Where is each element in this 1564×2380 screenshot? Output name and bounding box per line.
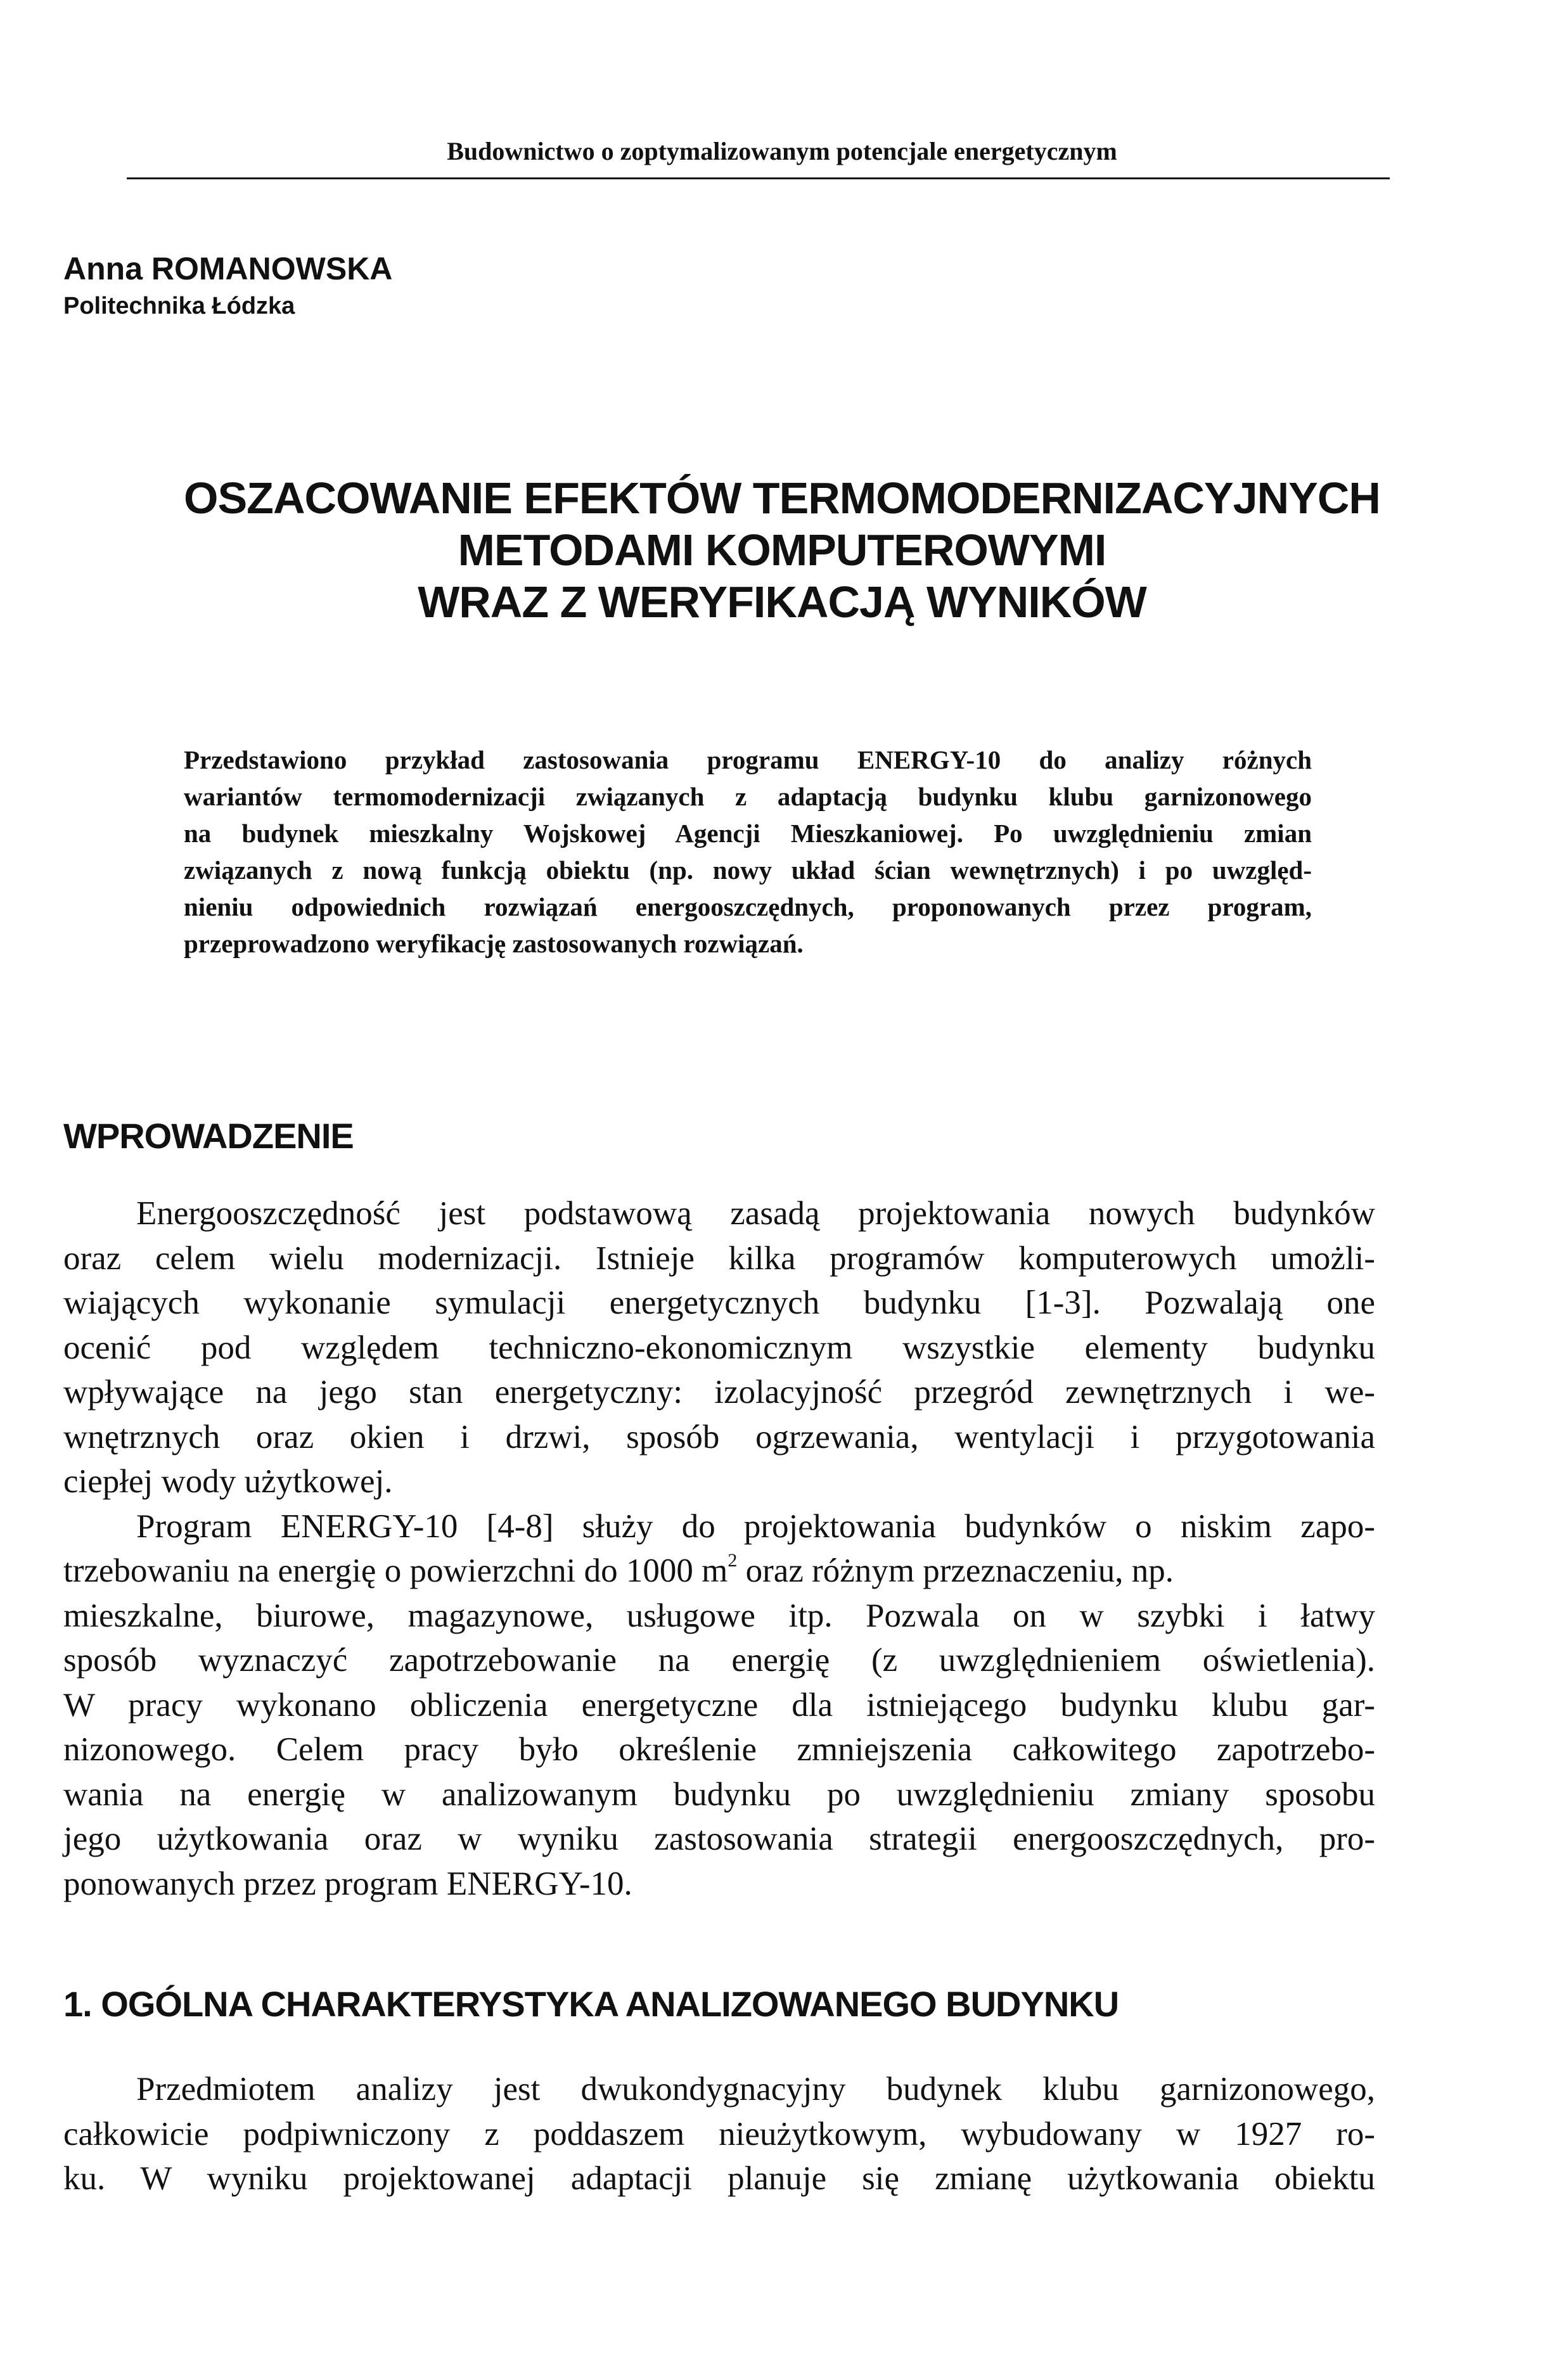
line-text-tail: oraz różnym przeznaczeniu, np.: [737, 1552, 1174, 1589]
header-rule: [127, 177, 1390, 179]
paragraph-line: sposób wyznaczyć zapotrzebowanie na energię (z uwzględnieniem oświetlenia).: [63, 1642, 1375, 1679]
paragraph-line: ocenić pod względem techniczno-ekonomicznym wszystkie elementy budynku: [63, 1329, 1375, 1366]
title-line: METODAMI KOMPUTEROWYMI: [458, 525, 1106, 575]
section-heading-intro: WPROWADZENIE: [63, 1116, 354, 1156]
section-heading-1: 1. OGÓLNA CHARAKTERYSTYKA ANALIZOWANEGO BUDYNKU: [63, 1984, 1119, 2024]
abstract-line: nieniu odpowiednich rozwiązań energooszczędnych, proponowanych przez program,: [184, 892, 1312, 921]
running-head: Budownictwo o zoptymalizowanym potencjale energetycznym: [447, 137, 1117, 165]
paragraph-line: całkowicie podpiwniczony z poddaszem nieużytkowym, wybudowany w 1927 ro-: [63, 2115, 1375, 2153]
paragraph-line: W pracy wykonano obliczenia energetyczne dla istniejącego budynku klubu gar-: [63, 1686, 1375, 1724]
abstract-line: na budynek mieszkalny Wojskowej Agencji Mieszkaniowej. Po uwzględnieniu zmian: [184, 819, 1312, 848]
section-1-body: [63, 2067, 1375, 2201]
paragraph-line: wpływające na jego stan energetyczny: izolacyjność przegród zewnętrznych i we-: [63, 1374, 1375, 1411]
paragraph-line: wnętrznych oraz okien i drzwi, sposób ogrzewania, wentylacji i przygotowania: [63, 1418, 1375, 1456]
paragraph-line: wania na energię w analizowanym budynku po uwzględnieniu zmiany sposobu: [63, 1775, 1375, 1813]
abstract-line: Przedstawiono przykład zastosowania programu ENERGY-10 do analizy różnych: [184, 745, 1312, 774]
paragraph-line: Program ENERGY-10 [4-8] służy do projektowania budynków o niskim zapo-: [136, 1507, 1375, 1545]
abstract: [184, 741, 1312, 962]
paragraph-line: ciepłej wody użytkowej.: [63, 1463, 393, 1500]
paragraph-line: oraz celem wielu modernizacji. Istnieje kilka programów komputerowych umożli-: [63, 1239, 1375, 1277]
paragraph-line: mieszkalne, biurowe, magazynowe, usługowe itp. Pozwala on w szybki i łatwy: [63, 1597, 1375, 1634]
title-line: WRAZ Z WERYFIKACJĄ WYNIKÓW: [418, 577, 1146, 627]
paper-title: [0, 472, 1564, 628]
abstract-line: przeprowadzono weryfikację zastosowanych rozwiązań.: [184, 929, 804, 958]
line-text: trzebowaniu na energię o powierzchni do 1000 m: [63, 1552, 728, 1589]
paragraph-line: ku. W wyniku projektowanej adaptacji planuje się zmianę użytkowania obiektu: [63, 2160, 1375, 2197]
paragraph-line: ponowanych przez program ENERGY-10.: [63, 1865, 632, 1902]
paragraph-line: nizonowego. Celem pracy było określenie zmniejszenia całkowitego zapotrzebo-: [63, 1731, 1375, 1768]
paragraph-line: Przedmiotem analizy jest dwukondygnacyjny budynek klubu garnizonowego,: [136, 2071, 1375, 2108]
line-text-with-unit: [63, 1549, 1174, 1594]
paragraph-line: [63, 1549, 1375, 1594]
paragraph-line: Energooszczędność jest podstawową zasadą projektowania nowych budynków: [136, 1195, 1375, 1232]
author-affiliation: Politechnika Łódzka: [63, 293, 295, 319]
paragraph-line: jego użytkowania oraz w wyniku zastosowania strategii energooszczędnych, pro-: [63, 1820, 1375, 1857]
title-line: OSZACOWANIE EFEKTÓW TERMOMODERNIZACYJNYCH: [184, 473, 1380, 523]
abstract-line: związanych z nową funkcją obiektu (np. nowy układ ścian wewnętrznych) i po uwzględ-: [184, 855, 1312, 885]
superscript: 2: [728, 1550, 738, 1571]
paragraph-line: wiających wykonanie symulacji energetycznych budynku [1-3]. Pozwalają one: [63, 1284, 1375, 1321]
section-intro-body: [63, 1191, 1375, 1906]
abstract-line: wariantów termomodernizacji związanych z adaptacją budynku klubu garnizonowego: [184, 782, 1312, 811]
author-name: Anna ROMANOWSKA: [63, 251, 393, 286]
